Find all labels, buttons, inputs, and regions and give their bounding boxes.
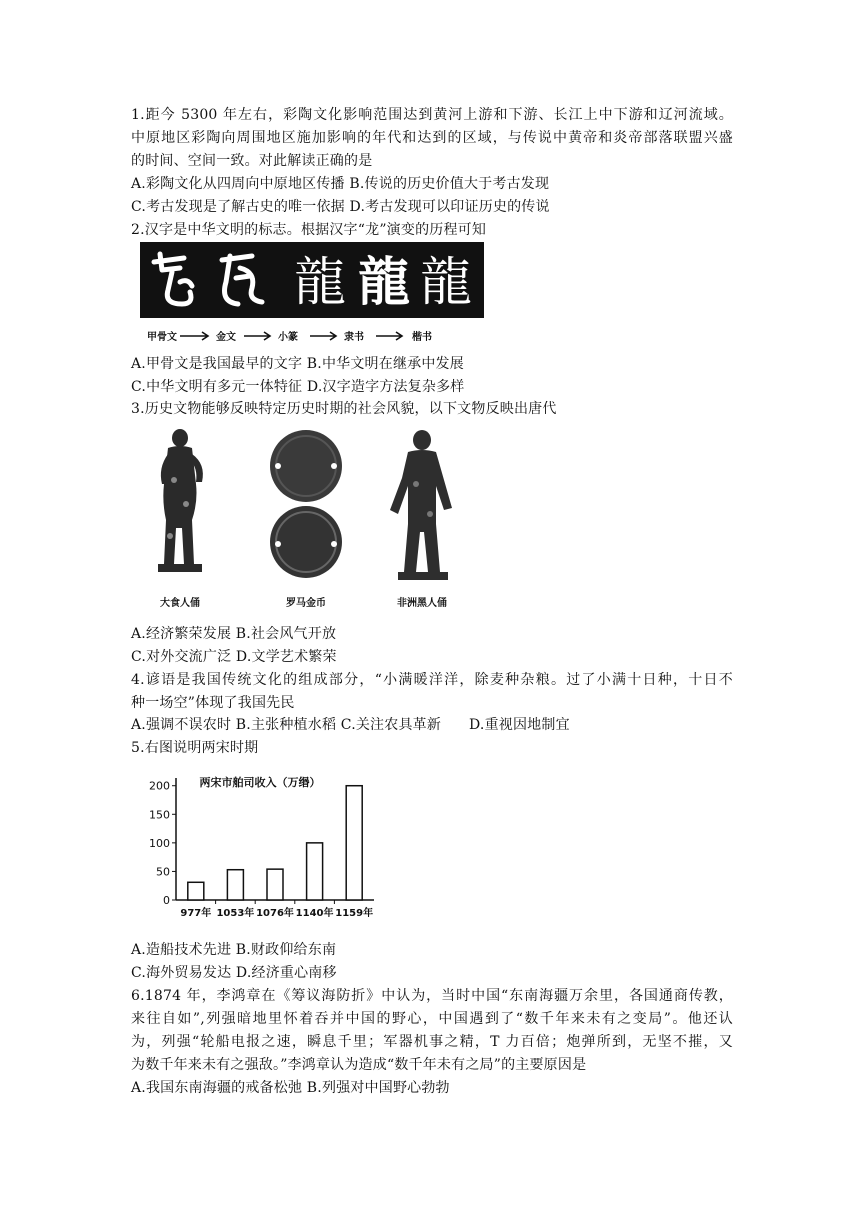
q5-option-ab: A.造船技术先进 B.财政仰给东南	[131, 942, 337, 958]
chart-bars	[188, 786, 362, 900]
q4-option-abc: A.强调不误农时 B.主张种植水稻 C.关注农具革新	[131, 717, 442, 733]
q6-stem-line-1: 6.1874 年，李鸿章在《筹议海防折》中认为，当时中国“东南海疆万余里，各国通商传教，	[131, 988, 733, 1004]
caption-roman-coin: 罗马金币	[286, 598, 326, 609]
q1-stem-line-2: 中原地区彩陶向周围地区施加影响的年代和达到的区域，与传说中黄帝和炎帝部落联盟兴盛	[131, 130, 733, 146]
y-tick-label: 50	[156, 865, 170, 879]
q6-option-ab: A.我国东南海疆的戒备松弛 B.列强对中国野心勃勃	[131, 1080, 450, 1096]
regular-dragon-glyph: 龍	[419, 253, 473, 313]
q1-option-cd: C.考古发现是了解古史的唯一依据 D.考古发现可以印证历史的传说	[131, 199, 550, 215]
q4-stem-line-2: 种一场空”体现了我国先民	[131, 695, 295, 711]
q2-option-ab: A.甲骨文是我国最早的文字 B.中华文明在继承中发展	[131, 356, 464, 372]
q3-stem: 3.历史文物能够反映特定历史时期的社会风貌，以下文物反映出唐代	[131, 401, 557, 417]
q5-option-cd: C.海外贸易发达 D.经济重心南移	[131, 965, 337, 981]
q6-stem-line-4: 为数千年来未有之强敌。”李鸿章认为造成“数千年未有之局”的主要原因是	[131, 1057, 587, 1073]
african-figurine-image	[390, 430, 452, 580]
y-tick-label: 100	[149, 836, 170, 850]
x-tick-label: 1140年	[295, 908, 334, 919]
y-tick-label: 150	[149, 808, 170, 822]
y-tick-label: 200	[149, 779, 170, 793]
x-tick-label: 1076年	[256, 908, 294, 919]
arrow-icon	[244, 332, 270, 340]
stage-label-oracle-bone: 甲骨文	[147, 332, 177, 343]
chart-ticks	[149, 780, 373, 919]
bar-1053年	[227, 870, 243, 900]
q4-option-d: D.重视因地制宜	[469, 717, 570, 733]
q6-stem-line-3: 为，列强“轮船电报之速，瞬息千里；军器机事之精，T 力百倍；炮弹所到，无坚不摧，又	[131, 1034, 733, 1050]
q1-option-ab: A.彩陶文化从四周向中原地区传播 B.传说的历史价值大于考古发现	[131, 176, 550, 192]
x-tick-label: 1159年	[335, 908, 374, 919]
q3-option-cd: C.对外交流广泛 D.文学艺术繁荣	[131, 649, 337, 665]
q4-stem-line-1: 4.谚语是我国传统文化的组成部分，“小满暖洋洋，除麦种杂粮。过了小满十日种，十日不	[131, 672, 733, 688]
arrow-icon	[376, 332, 402, 340]
stage-label-clerical: 隶书	[344, 332, 364, 343]
stage-label-regular: 楷书	[412, 332, 432, 343]
dragon-script-evolution-figure	[140, 242, 486, 346]
x-tick-label: 1053年	[216, 908, 255, 919]
y-tick-label: 0	[163, 894, 170, 907]
q3-option-ab: A.经济繁荣发展 B.社会风气开放	[131, 626, 337, 642]
tang-artifacts-figure	[140, 424, 470, 616]
arab-figurine-image	[158, 429, 203, 572]
bar-1140年	[307, 843, 323, 900]
bar-977年	[188, 882, 204, 900]
caption-arab-figurine: 大食人俑	[160, 598, 200, 609]
roman-gold-coin-image	[270, 430, 342, 578]
chart-title: 两宋市舶司收入（万缗）	[199, 776, 321, 789]
small-seal-dragon-glyph: 龍	[293, 253, 347, 313]
q1-stem-line-3: 的时间、空间一致。对此解读正确的是	[131, 153, 373, 169]
arrow-icon	[310, 332, 336, 340]
stage-label-small-seal: 小篆	[278, 332, 298, 343]
q2-stem: 2.汉字是中华文明的标志。根据汉字“龙”演变的历程可知	[131, 222, 487, 238]
arrow-icon	[180, 332, 208, 340]
stage-label-bronze: 金文	[216, 332, 236, 343]
bar-1076年	[267, 869, 283, 900]
maritime-trade-revenue-chart	[140, 770, 380, 922]
q2-option-cd: C.中华文明有多元一体特征 D.汉字造字方法复杂多样	[131, 379, 465, 395]
x-tick-label: 977年	[180, 908, 212, 919]
bar-1159年	[346, 786, 362, 900]
q6-stem-line-2: 来往自如”,列强暗地里怀着吞并中国的野心，中国遇到了“数千年来未有之变局”。他还认	[131, 1011, 733, 1027]
q5-stem: 5.右图说明两宋时期	[131, 740, 259, 756]
q1-stem-line-1: 1.距今 5300 年左右，彩陶文化影响范围达到黄河上游和下游、长江上中下游和辽河流域。	[131, 107, 733, 123]
caption-african-figurine: 非洲黑人俑	[397, 598, 447, 609]
clerical-dragon-glyph: 龍	[357, 252, 411, 313]
